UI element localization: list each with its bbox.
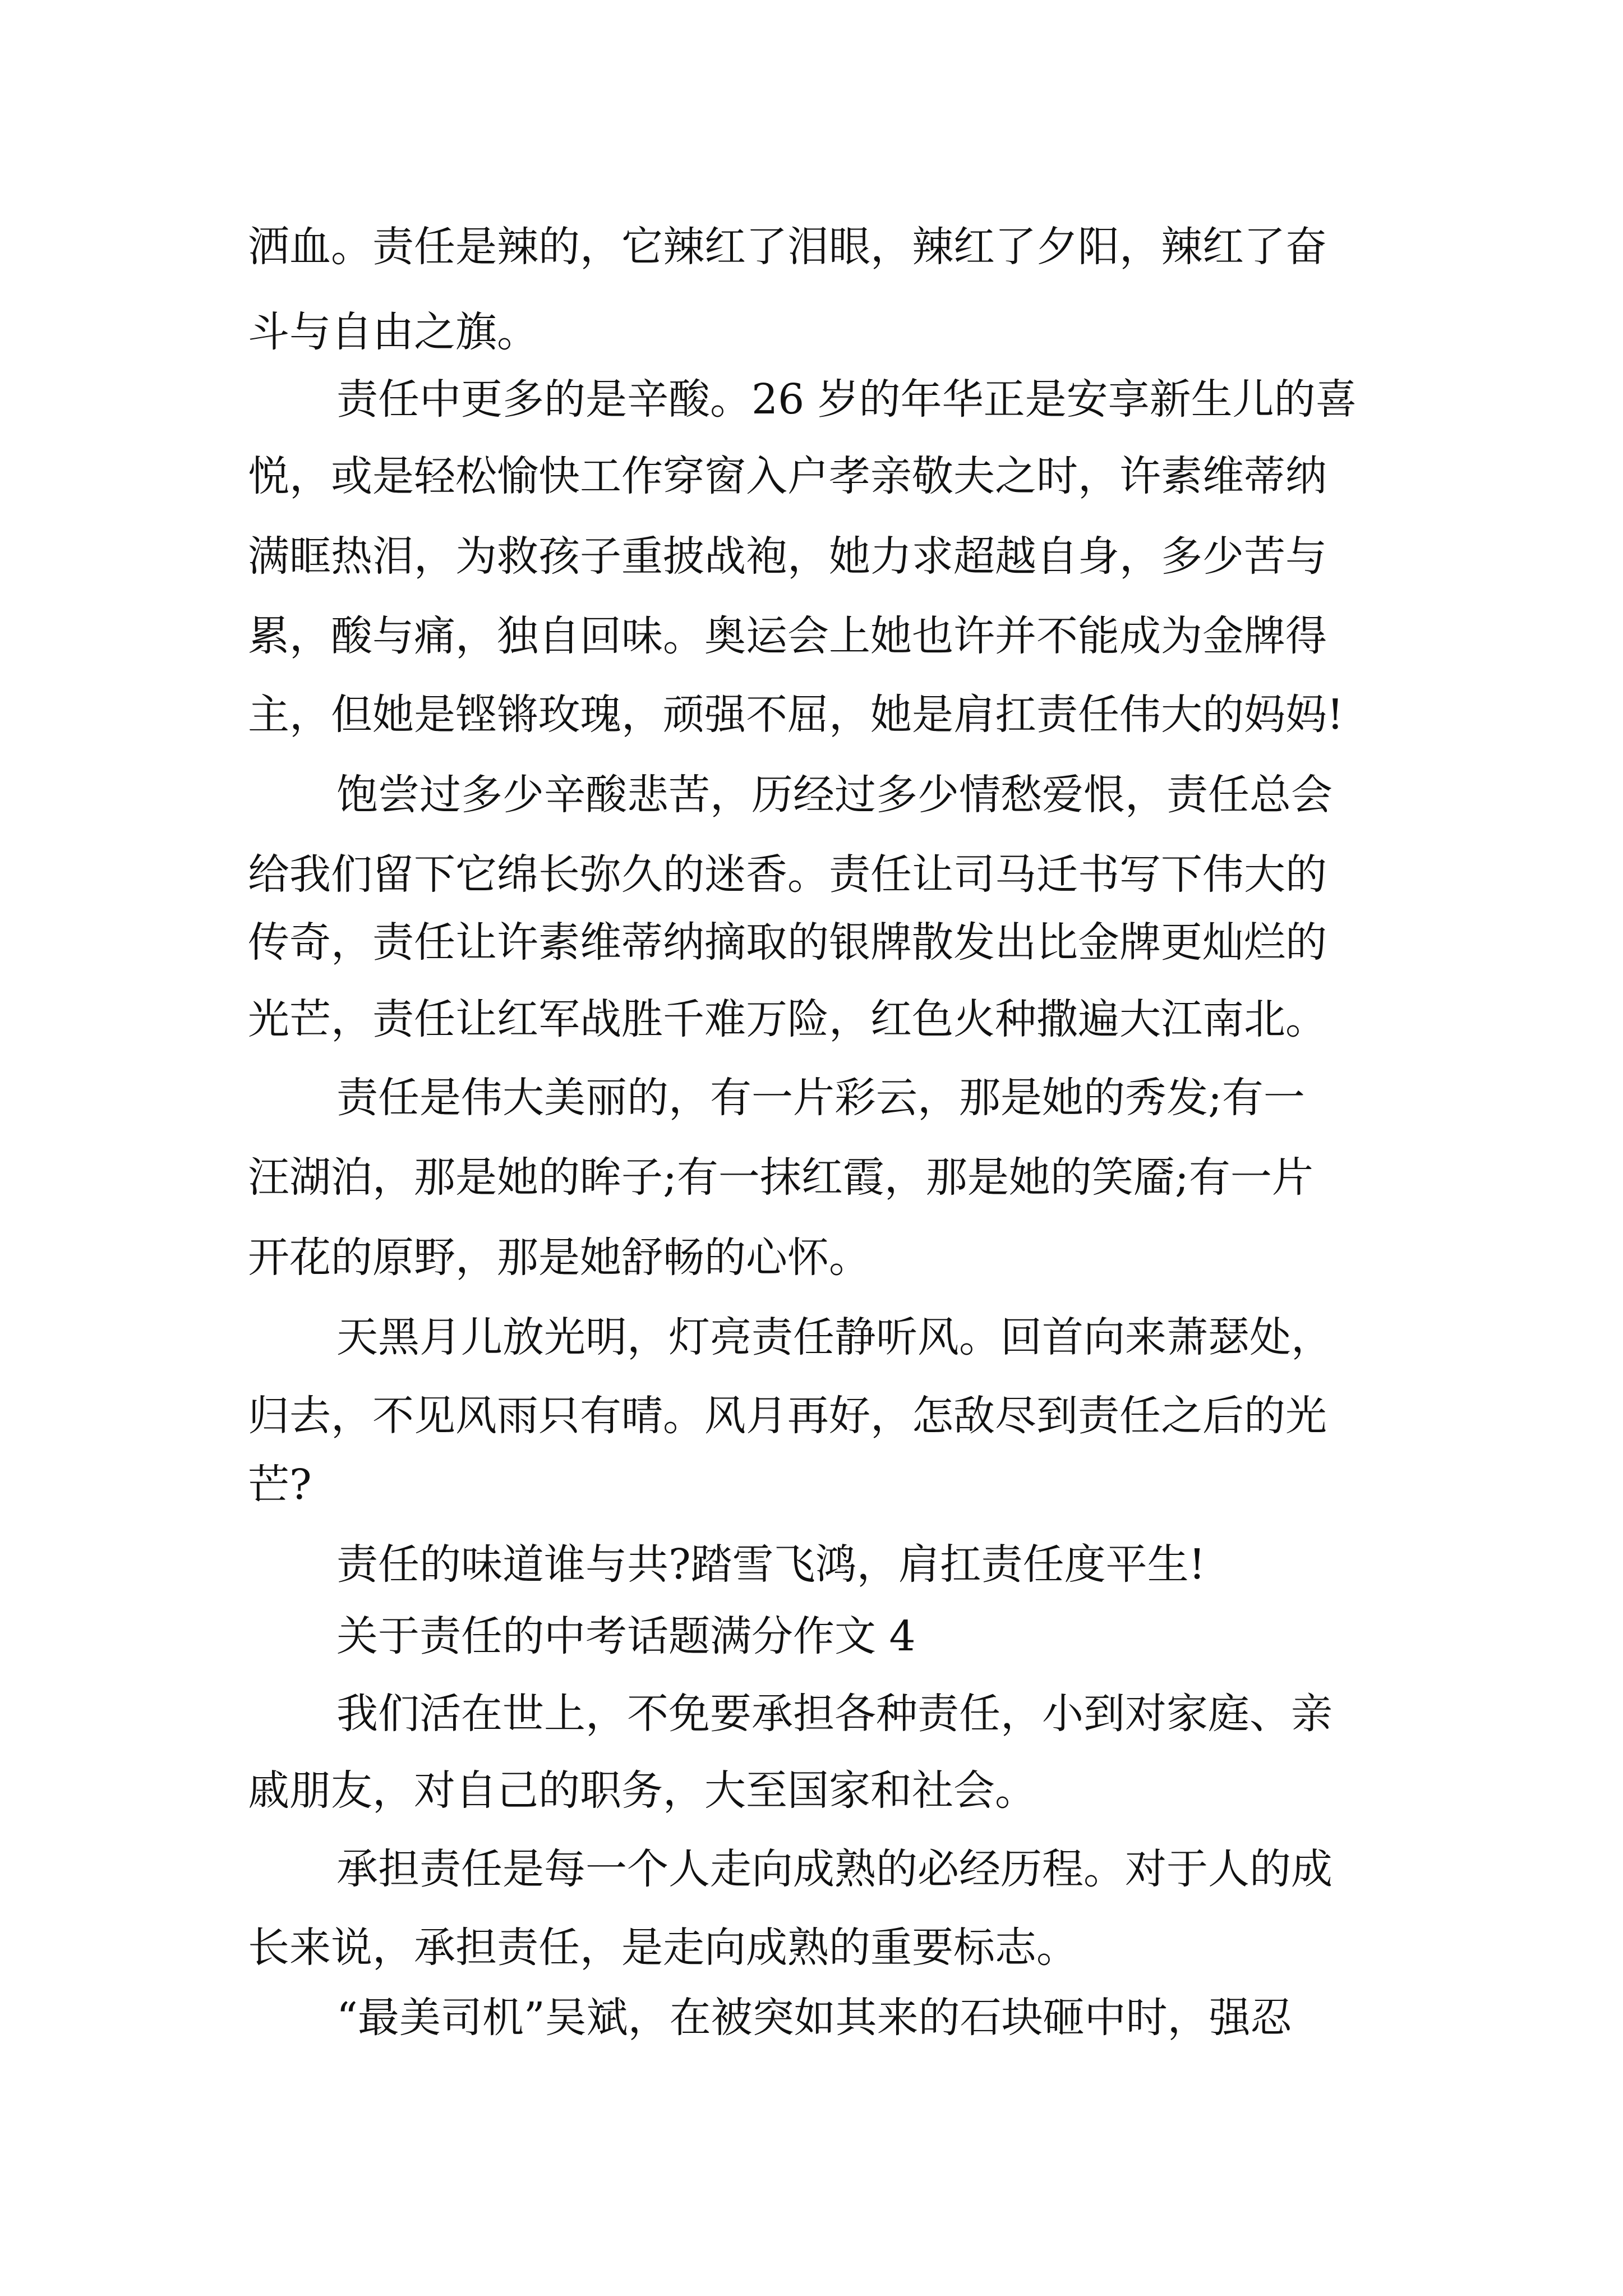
text-line: 芒?: [248, 1461, 312, 1509]
paragraph-first-line: “最美司机”吴斌，在被突如其来的石块砸中时，强忍: [336, 1994, 1292, 2042]
text-line: 汪湖泊，那是她的眸子;有一抹红霞，那是她的笑靥;有一片: [248, 1153, 1313, 1202]
text-line: 洒血。责任是辣的，它辣红了泪眼，辣红了夕阳，辣红了奋: [248, 223, 1327, 271]
text-line: 归去，不见风雨只有晴。风月再好，怎敌尽到责任之后的光: [248, 1392, 1327, 1440]
text-line: 开花的原野，那是她舒畅的心怀。: [248, 1234, 870, 1282]
text-line: 斗与自由之旗。: [248, 308, 538, 356]
text-line: 给我们留下它绵长弥久的迷香。责任让司马迁书写下伟大的: [248, 850, 1327, 899]
text-line: 主，但她是铿锵玫瑰，顽强不屈，她是肩扛责任伟大的妈妈!: [248, 691, 1344, 739]
paragraph-first-line: 承担责任是每一个人走向成熟的必经历程。对于人的成: [336, 1845, 1332, 1893]
text-line: 累，酸与痛，独自回味。奥运会上她也许并不能成为金牌得: [248, 612, 1327, 660]
paragraph-first-line: 我们活在世上，不免要承担各种责任，小到对家庭、亲: [336, 1690, 1332, 1738]
paragraph-first-line: 责任的味道谁与共?踏雪飞鸿，肩扛责任度平生!: [336, 1540, 1206, 1589]
text-line: 传奇，责任让许素维蒂纳摘取的银牌散发出比金牌更灿烂的: [248, 918, 1327, 967]
text-line: 悦，或是轻松愉快工作穿窗入户孝亲敬夫之时，许素维蒂纳: [248, 452, 1327, 500]
paragraph-first-line: 天黑月儿放光明，灯亮责任静听风。回首向来萧瑟处，: [336, 1313, 1332, 1361]
section-heading: 关于责任的中考话题满分作文 4: [336, 1612, 916, 1660]
text-line: 戚朋友，对自己的职务，大至国家和社会。: [248, 1766, 1036, 1815]
text-line: 长来说，承担责任，是走向成熟的重要标志。: [248, 1924, 1078, 1972]
paragraph-first-line: 责任是伟大美丽的，有一片彩云，那是她的秀发;有一: [336, 1074, 1305, 1122]
text-line: 光芒，责任让红军战胜千难万险，红色火种撒遍大江南北。: [248, 995, 1327, 1043]
paragraph-first-line: 责任中更多的是辛酸。26 岁的年华正是安享新生儿的喜: [336, 375, 1357, 424]
text-line: 满眶热泪，为救孩子重披战袍，她力求超越自身，多少苦与: [248, 532, 1327, 581]
paragraph-first-line: 饱尝过多少辛酸悲苦，历经过多少情愁爱恨，责任总会: [336, 771, 1332, 819]
